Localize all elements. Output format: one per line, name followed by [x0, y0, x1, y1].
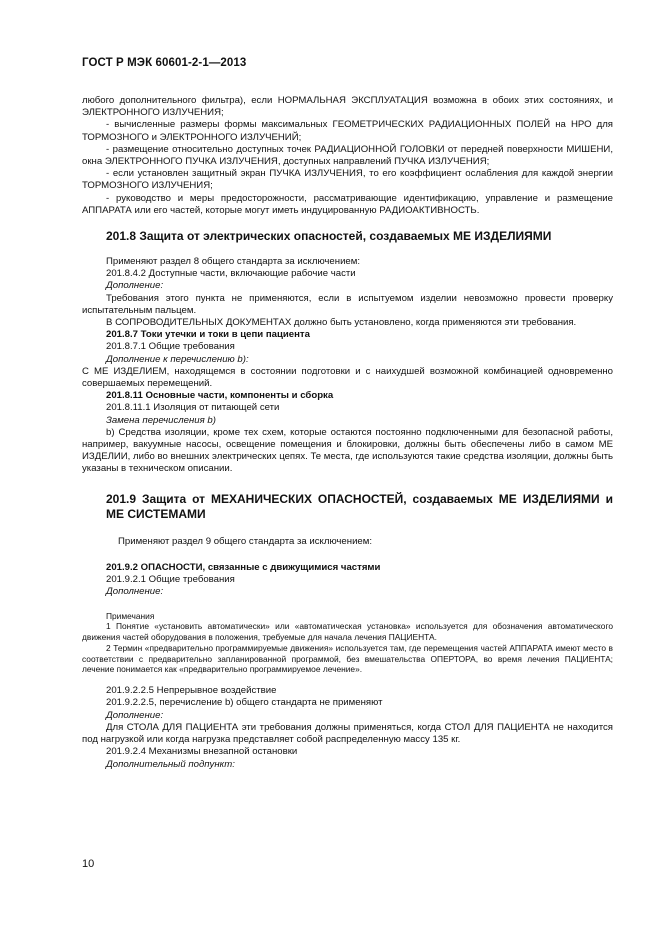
clause-label: Дополнительный подпункт: — [106, 758, 235, 770]
clause-title: 201.9.2.1 Общие требования — [106, 574, 235, 586]
document-header: ГОСТ Р МЭК 60601-2-1—2013 — [82, 57, 247, 69]
clause-title: 201.8.11.1 Изоляция от питающей сети — [106, 402, 280, 414]
clause-heading: 201.8.7 Токи утечки и токи в цепи пациента — [106, 329, 310, 341]
paragraph: 201.9.2.2.5, перечисление b) общего стандарта не применяют — [106, 697, 383, 709]
paragraph: любого дополнительного фильтра), если НОРМАЛЬНАЯ ЭКСПЛУАТАЦИЯ возможна в обоих этих состояниях, и ЭЛЕКТРОННОГО ИЗЛУЧЕНИЯ; — [82, 95, 613, 119]
clause-title: 201.9.2.2.5 Непрерывное воздействие — [106, 685, 277, 697]
paragraph: С МЕ ИЗДЕЛИЕМ, находящемся в состоянии подготовки и с наихудшей возможной комбинацией одновременно совершаемых перемещений. — [82, 365, 613, 390]
paragraph: Применяют раздел 9 общего стандарта за исключением: — [118, 535, 373, 547]
clause-heading: 201.9.2 ОПАСНОСТИ, связанные с движущимися частями — [106, 561, 381, 573]
notes-block — [82, 611, 613, 676]
note-item: 2 Термин «предварительно программируемые движения» используется там, где перемещения частей АППАРАТА имеют место в соответствии с предварительно запланированной программой, без вмешательства ОПЕРТОРА, во время лечения ПАЦИЕНТА; лечение понимается как «предварительно программируемое лечение». — [82, 642, 613, 675]
section-heading-201-8: 201.8 Защита от электрических опасностей, создаваемых МЕ ИЗДЕЛИЯМИ — [106, 229, 552, 244]
clause-label: Дополнение: — [106, 709, 164, 721]
clause-label: Замена перечисления b) — [106, 414, 216, 426]
clause-label: Дополнение: — [106, 586, 164, 598]
paragraph: b) Средства изоляции, кроме тех схем, которые остаются постоянно подключенными для безопасной работы, например, вакуумные насосы, освещение помещения и блокировки, должны быть обеспечены либо в самом МЕ ИЗДЕЛИИ, либо во внешних электрических цепях. Те места, где используются такие средства изоляции, должны быть указаны в техническом описании. — [82, 426, 613, 475]
list-item: - руководство и меры предосторожности, рассматривающие идентификацию, управление и размещение АППАРАТА или его частей, которые могут иметь индуцированную РАДИОАКТИВНОСТЬ. — [82, 192, 613, 216]
clause-label: Дополнение: — [106, 280, 164, 292]
list-item: - размещение относительно доступных точек РАДИАЦИОННОЙ ГОЛОВКИ от передней поверхности МИШЕНИ, окна ЭЛЕКТРОННОГО ПУЧКА ИЗЛУЧЕНИЯ, доступных направлений ПУЧКА ИЗЛУЧЕНИЯ; — [82, 143, 613, 168]
paragraph: Для СТОЛА ДЛЯ ПАЦИЕНТА эти требования должны применяться, когда СТОЛ ДЛЯ ПАЦИЕНТА не находится под нагрузкой или когда нагрузка представляет собой распределенную массу 135 кг. — [82, 721, 613, 746]
clause-title: 201.9.2.4 Механизмы внезапной остановки — [106, 746, 298, 758]
paragraph: Применяют раздел 8 общего стандарта за исключением: — [106, 256, 361, 268]
document-body — [82, 95, 613, 771]
paragraph: В СОПРОВОДИТЕЛЬНЫХ ДОКУМЕНТАХ должно быть установлено, когда применяются эти требования. — [106, 317, 577, 329]
list-item: - если установлен защитный экран ПУЧКА ИЗЛУЧЕНИЯ, то его коэффициент ослабления для каждой энергии ТОРМОЗНОГО ИЗЛУЧЕНИЯ; — [82, 168, 613, 192]
note-item: 1 Понятие «установить автоматически» или «автоматическая установка» используется для обозначения автоматического движения частей оборудования в положения, требуемые для начала лечения ПАЦИЕНТА. — [82, 621, 613, 643]
section-heading-201-9: 201.9 Защита от МЕХАНИЧЕСКИХ ОПАСНОСТЕЙ, создаваемых МЕ ИЗДЕЛИЯМИ и МЕ СИСТЕМАМИ — [106, 491, 613, 521]
paragraph: Требования этого пункта не применяются, если в испытуемом изделии невозможно провести проверку испытательным пальцем. — [82, 292, 613, 316]
clause-heading: 201.8.11 Основные части, компоненты и сборка — [106, 390, 334, 402]
clause-label: Дополнение к перечислению b): — [106, 353, 249, 365]
notes-title: Примечания — [106, 610, 155, 621]
list-item: - вычисленные размеры формы максимальных ГЕОМЕТРИЧЕСКИХ РАДИАЦИОННЫХ ПОЛЕЙ на НРО для ТОРМОЗНОГО и ЭЛЕКТРОННОГО ИЗЛУЧЕНИЙ; — [82, 119, 613, 143]
clause-title: 201.8.4.2 Доступные части, включающие рабочие части — [106, 268, 356, 280]
page-number: 10 — [82, 858, 95, 870]
clause-title: 201.8.7.1 Общие требования — [106, 341, 235, 353]
